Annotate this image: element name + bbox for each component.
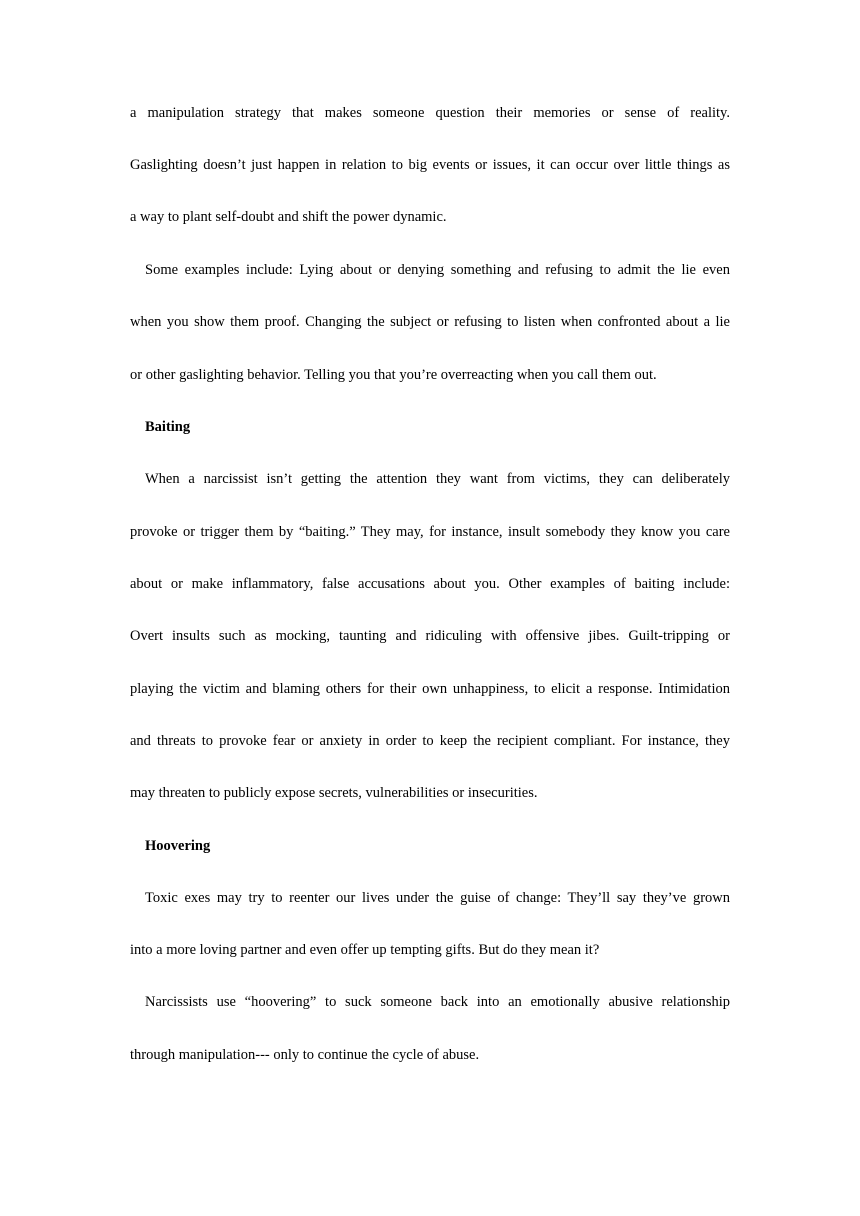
text-line: or other gaslighting behavior. Telling you that you’re overreacting when you call them out. — [130, 367, 657, 383]
text-line: may threaten to publicly expose secrets, vulnerabilities or insecurities. — [130, 785, 538, 801]
text-line: and threats to provoke fear or anxiety in order to keep the recipient compliant. For instance, they — [130, 733, 730, 749]
text-line: Overt insults such as mocking, taunting and ridiculing with offensive jibes. Guilt-tripping or — [130, 628, 730, 644]
text-line: playing the victim and blaming others for their own unhappiness, to elicit a response. Intimidation — [130, 681, 730, 697]
text-line: When a narcissist isn’t getting the attention they want from victims, they can deliberately — [145, 471, 730, 487]
text-line: a way to plant self-doubt and shift the power dynamic. — [130, 209, 447, 225]
section-heading-hoovering: Hoovering — [145, 838, 211, 854]
text-line: about or make inflammatory, false accusations about you. Other examples of baiting include: — [130, 576, 730, 592]
text-line: Gaslighting doesn’t just happen in relation to big events or issues, it can occur over little things as — [130, 157, 730, 173]
text-line: through manipulation--- only to continue the cycle of abuse. — [130, 1047, 480, 1063]
text-line: when you show them proof. Changing the subject or refusing to listen when confronted about a lie — [130, 314, 730, 330]
text-line: into a more loving partner and even offer up tempting gifts. But do they mean it? — [130, 942, 600, 958]
text-line: a manipulation strategy that makes someone question their memories or sense of reality. — [130, 105, 730, 121]
text-line: Toxic exes may try to reenter our lives under the guise of change: They’ll say they’ve grown — [145, 890, 730, 906]
section-heading-baiting: Baiting — [145, 419, 191, 435]
text-line: provoke or trigger them by “baiting.” They may, for instance, insult somebody they know you care — [130, 524, 730, 540]
text-line: Narcissists use “hoovering” to suck someone back into an emotionally abusive relationship — [145, 994, 730, 1010]
text-line: Some examples include: Lying about or denying something and refusing to admit the lie even — [145, 262, 730, 278]
